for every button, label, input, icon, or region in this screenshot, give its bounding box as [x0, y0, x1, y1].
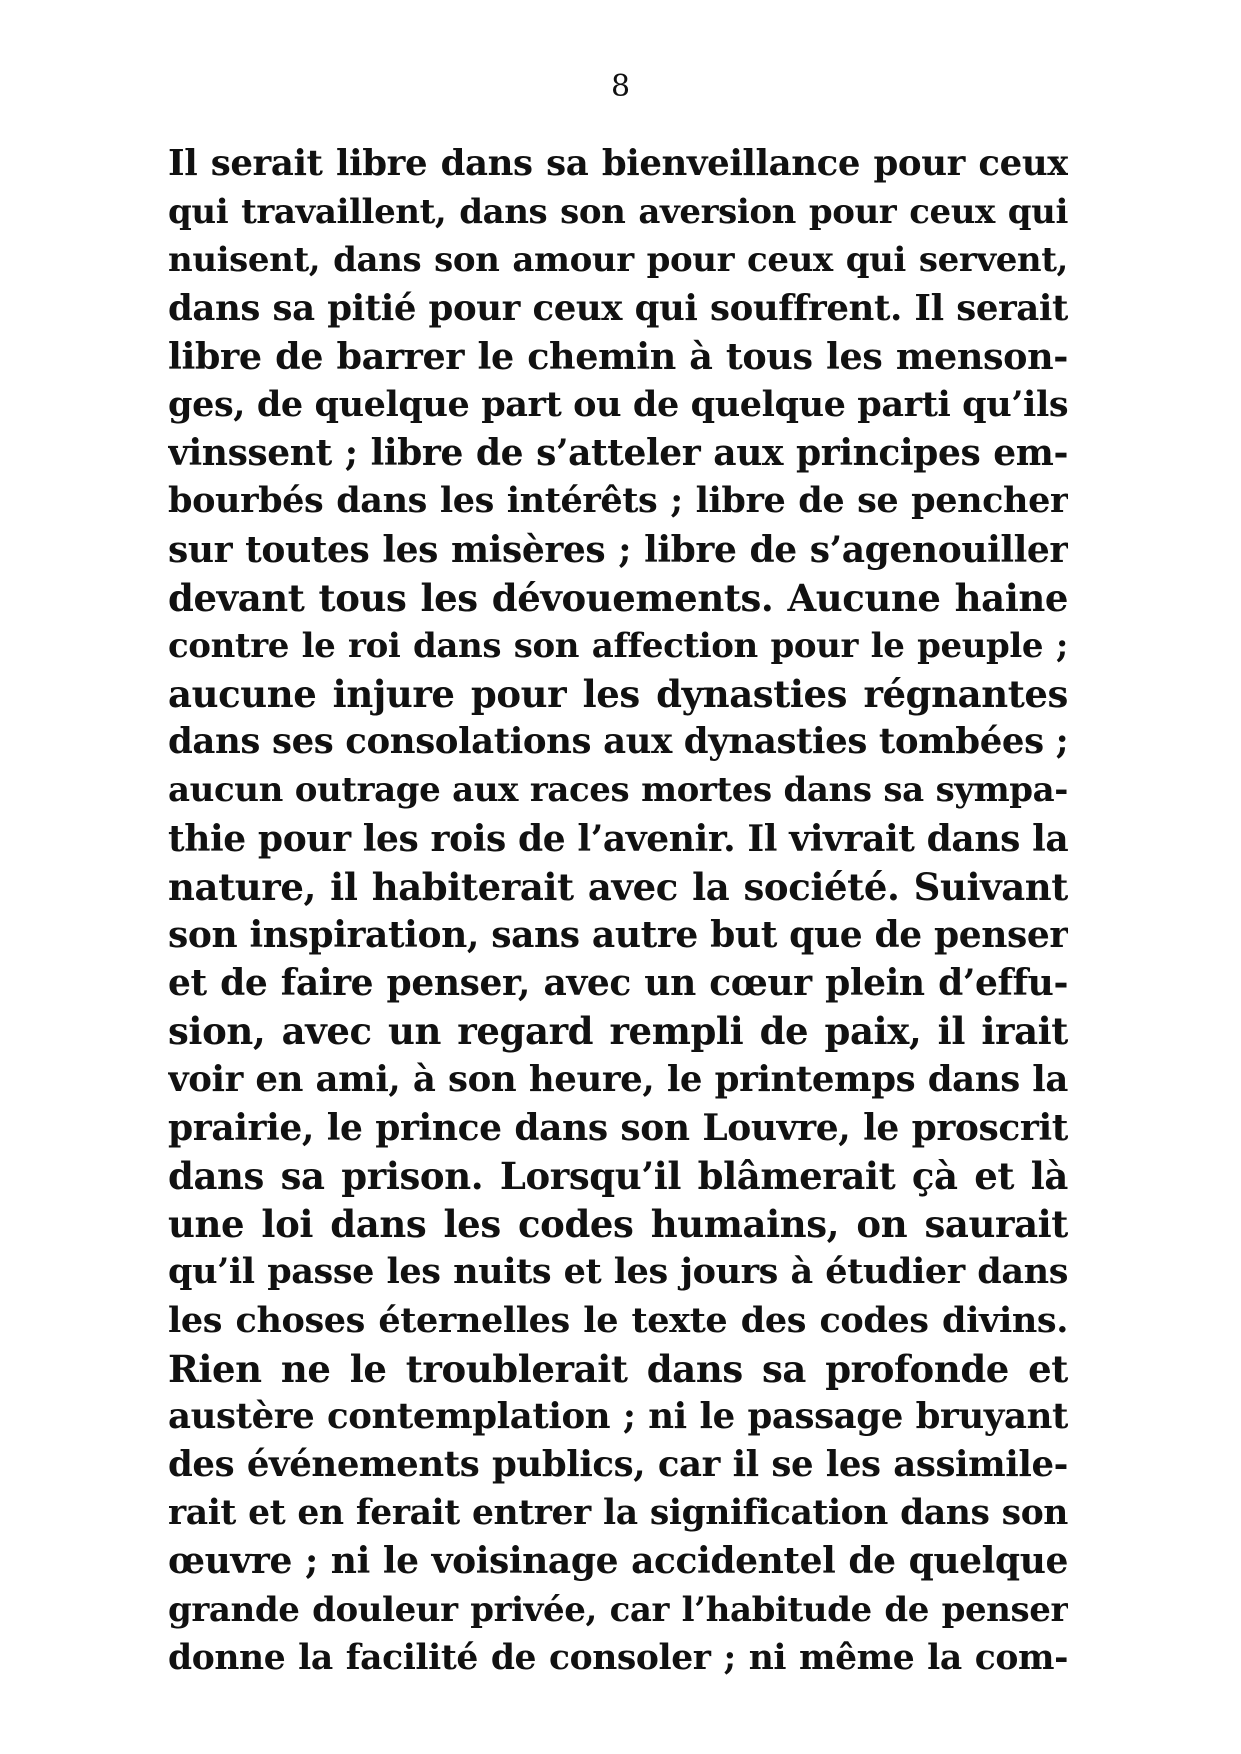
- text-line: nature, il habiterait avec la société. Suivant: [168, 864, 1068, 909]
- body-text: [168, 140, 1068, 1682]
- text-line: grande douleur privée, car l’habitude de penser: [168, 1589, 1068, 1630]
- text-line: nuisent, dans son amour pour ceux qui servent,: [168, 240, 1068, 281]
- text-line: thie pour les rois de l’avenir. Il vivrait dans la: [168, 817, 1068, 860]
- text-line: aucune injure pour les dynasties régnantes: [168, 672, 1068, 717]
- text-line: des événements publics, car il se les assimile-: [168, 1444, 1068, 1486]
- text-line: prairie, le prince dans son Louvre, le proscrit: [168, 1106, 1068, 1149]
- page-number: 8: [610, 69, 631, 104]
- text-line: aucun outrage aux races mortes dans sa sympa-: [168, 770, 1068, 811]
- text-line: une loi dans les codes humains, on saurait: [168, 1202, 1068, 1247]
- text-line: voir en ami, à son heure, le printemps dans la: [168, 1058, 1068, 1100]
- text-line: libre de barrer le chemin à tous les menson-: [168, 334, 1068, 378]
- text-line: Il serait libre dans sa bienveillance pour ceux: [168, 143, 1068, 184]
- text-line: dans sa prison. Lorsqu’il blâmerait çà et là: [168, 1153, 1068, 1198]
- text-line: sion, avec un regard rempli de paix, il irait: [168, 1009, 1068, 1054]
- text-line: contre le roi dans son affection pour le peuple ;: [168, 625, 1068, 666]
- text-line: qui travaillent, dans son aversion pour ceux qui: [168, 192, 1068, 233]
- text-line: son inspiration, sans autre but que de penser: [168, 914, 1068, 956]
- text-line: devant tous les dévouements. Aucune haine: [168, 575, 1068, 620]
- text-line: qu’il passe les nuits et les jours à étudier dans: [168, 1251, 1068, 1293]
- text-line: bourbés dans les intérêts ; libre de se pencher: [168, 480, 1068, 522]
- text-line: Rien ne le troublerait dans sa profonde et: [168, 1346, 1068, 1391]
- text-line: austère contemplation ; ni le passage bruyant: [168, 1395, 1068, 1437]
- text-line: donne la facilité de consoler ; ni même la com-: [168, 1637, 1068, 1678]
- text-line: œuvre ; ni le voisinage accidentel de quelque: [168, 1540, 1068, 1583]
- text-line: vinssent ; libre de s’atteler aux principes em-: [168, 432, 1068, 475]
- text-line: les choses éternelles le texte des codes divins.: [168, 1299, 1068, 1341]
- text-line: et de faire penser, avec un cœur plein d’effu-: [168, 962, 1068, 1005]
- text-line: ges, de quelque part ou de quelque parti qu’ils: [168, 383, 1068, 425]
- text-line: rait et en ferait entrer la signification dans son: [168, 1493, 1068, 1534]
- text-line: dans sa pitié pour ceux qui souffrent. Il serait: [168, 287, 1068, 329]
- text-line: dans ses consolations aux dynasties tombées ;: [168, 721, 1068, 763]
- text-line: sur toutes les misères ; libre de s’agenouiller: [168, 528, 1068, 571]
